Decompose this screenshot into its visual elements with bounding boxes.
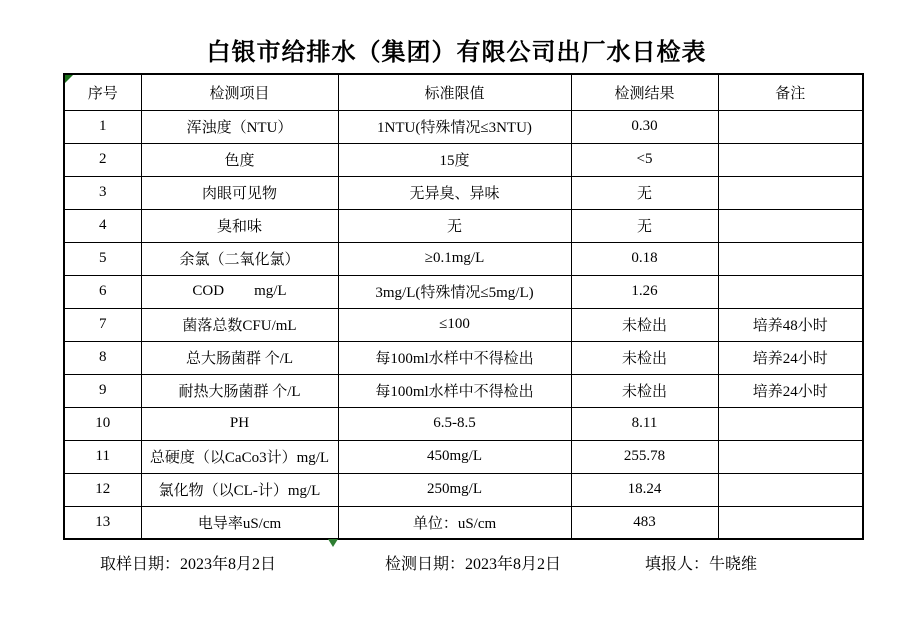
cell-item: 电导率uS/cm xyxy=(141,506,338,539)
cell-item: 臭和味 xyxy=(141,209,338,242)
table-row xyxy=(64,209,863,242)
sampling-date-label: 取样日期：2023年8月2日 xyxy=(100,556,277,573)
cell-no: 2 xyxy=(64,143,141,176)
cell-result: 未检出 xyxy=(571,374,718,407)
cell-item: PH xyxy=(141,407,338,440)
green-corner-triangle-icon xyxy=(65,75,73,83)
cell-item: 色度 xyxy=(141,143,338,176)
cell-result: 无 xyxy=(571,209,718,242)
table-row xyxy=(64,473,863,506)
cell-limit: 450mg/L xyxy=(338,440,571,473)
cell-limit: 15度 xyxy=(338,143,571,176)
cell-note xyxy=(718,110,863,143)
cell-no: 5 xyxy=(64,242,141,275)
cell-limit: 无 xyxy=(338,209,571,242)
cell-no: 1 xyxy=(64,110,141,143)
cell-item: COD mg/L xyxy=(141,275,338,308)
cell-limit: 6.5-8.5 xyxy=(338,407,571,440)
cell-note xyxy=(718,407,863,440)
table-row xyxy=(64,407,863,440)
cell-item: 菌落总数CFU/mL xyxy=(141,308,338,341)
cell-item: 总大肠菌群 个/L xyxy=(141,341,338,374)
table-row xyxy=(64,110,863,143)
cell-limit: 250mg/L xyxy=(338,473,571,506)
cell-no: 3 xyxy=(64,176,141,209)
cell-no: 10 xyxy=(64,407,141,440)
column-header-note: 备注 xyxy=(718,74,863,110)
test-date-label: 检测日期：2023年8月2日 xyxy=(385,556,562,573)
cell-result: 255.78 xyxy=(571,440,718,473)
table-row xyxy=(64,341,863,374)
cell-item: 氯化物（以CL-计）mg/L xyxy=(141,473,338,506)
cell-result: <5 xyxy=(571,143,718,176)
cell-item: 余氯（二氧化氯） xyxy=(141,242,338,275)
cell-note: 培养48小时 xyxy=(718,308,863,341)
cell-no: 12 xyxy=(64,473,141,506)
cell-no: 9 xyxy=(64,374,141,407)
cell-note: 培养24小时 xyxy=(718,374,863,407)
cell-no: 4 xyxy=(64,209,141,242)
cell-no: 8 xyxy=(64,341,141,374)
cell-result: 18.24 xyxy=(571,473,718,506)
cell-item: 浑浊度（NTU） xyxy=(141,110,338,143)
cell-note xyxy=(718,209,863,242)
cell-result: 8.11 xyxy=(571,407,718,440)
table-row xyxy=(64,374,863,407)
cell-note xyxy=(718,440,863,473)
water-quality-table xyxy=(63,73,864,540)
cell-result: 0.18 xyxy=(571,242,718,275)
cell-limit: 单位：uS/cm xyxy=(338,506,571,539)
cell-result: 未检出 xyxy=(571,341,718,374)
cell-item: 耐热大肠菌群 个/L xyxy=(141,374,338,407)
cell-no: 7 xyxy=(64,308,141,341)
table-row xyxy=(64,176,863,209)
cell-result: 无 xyxy=(571,176,718,209)
cell-note xyxy=(718,143,863,176)
cell-note xyxy=(718,242,863,275)
table-row xyxy=(64,308,863,341)
cell-no: 6 xyxy=(64,275,141,308)
column-header-item: 检测项目 xyxy=(141,74,338,110)
cell-limit: 无异臭、异味 xyxy=(338,176,571,209)
cell-result: 483 xyxy=(571,506,718,539)
cell-result: 未检出 xyxy=(571,308,718,341)
table-row xyxy=(64,242,863,275)
green-bottom-triangle-icon xyxy=(328,539,338,547)
cell-note xyxy=(718,473,863,506)
cell-note xyxy=(718,176,863,209)
cell-limit: 3mg/L(特殊情况≤5mg/L) xyxy=(338,275,571,308)
cell-item: 总硬度（以CaCo3计）mg/L xyxy=(141,440,338,473)
cell-item: 肉眼可见物 xyxy=(141,176,338,209)
cell-limit: 1NTU(特殊情况≤3NTU) xyxy=(338,110,571,143)
table-header-row xyxy=(64,74,863,110)
table-row xyxy=(64,275,863,308)
column-header-limit: 标准限值 xyxy=(338,74,571,110)
column-header-result: 检测结果 xyxy=(571,74,718,110)
cell-no: 13 xyxy=(64,506,141,539)
table-row xyxy=(64,506,863,539)
cell-note: 培养24小时 xyxy=(718,341,863,374)
cell-limit: 每100ml水样中不得检出 xyxy=(338,341,571,374)
cell-limit: ≥0.1mg/L xyxy=(338,242,571,275)
cell-no: 11 xyxy=(64,440,141,473)
cell-result: 1.26 xyxy=(571,275,718,308)
reporter-label: 填报人：牛晓维 xyxy=(645,556,758,573)
cell-note xyxy=(718,275,863,308)
column-header-no: 序号 xyxy=(64,74,141,110)
cell-limit: 每100ml水样中不得检出 xyxy=(338,374,571,407)
table-row xyxy=(64,143,863,176)
table-row xyxy=(64,440,863,473)
page-title: 白银市给排水（集团）有限公司出厂水日检表 xyxy=(206,40,707,66)
cell-result: 0.30 xyxy=(571,110,718,143)
cell-limit: ≤100 xyxy=(338,308,571,341)
cell-note xyxy=(718,506,863,539)
